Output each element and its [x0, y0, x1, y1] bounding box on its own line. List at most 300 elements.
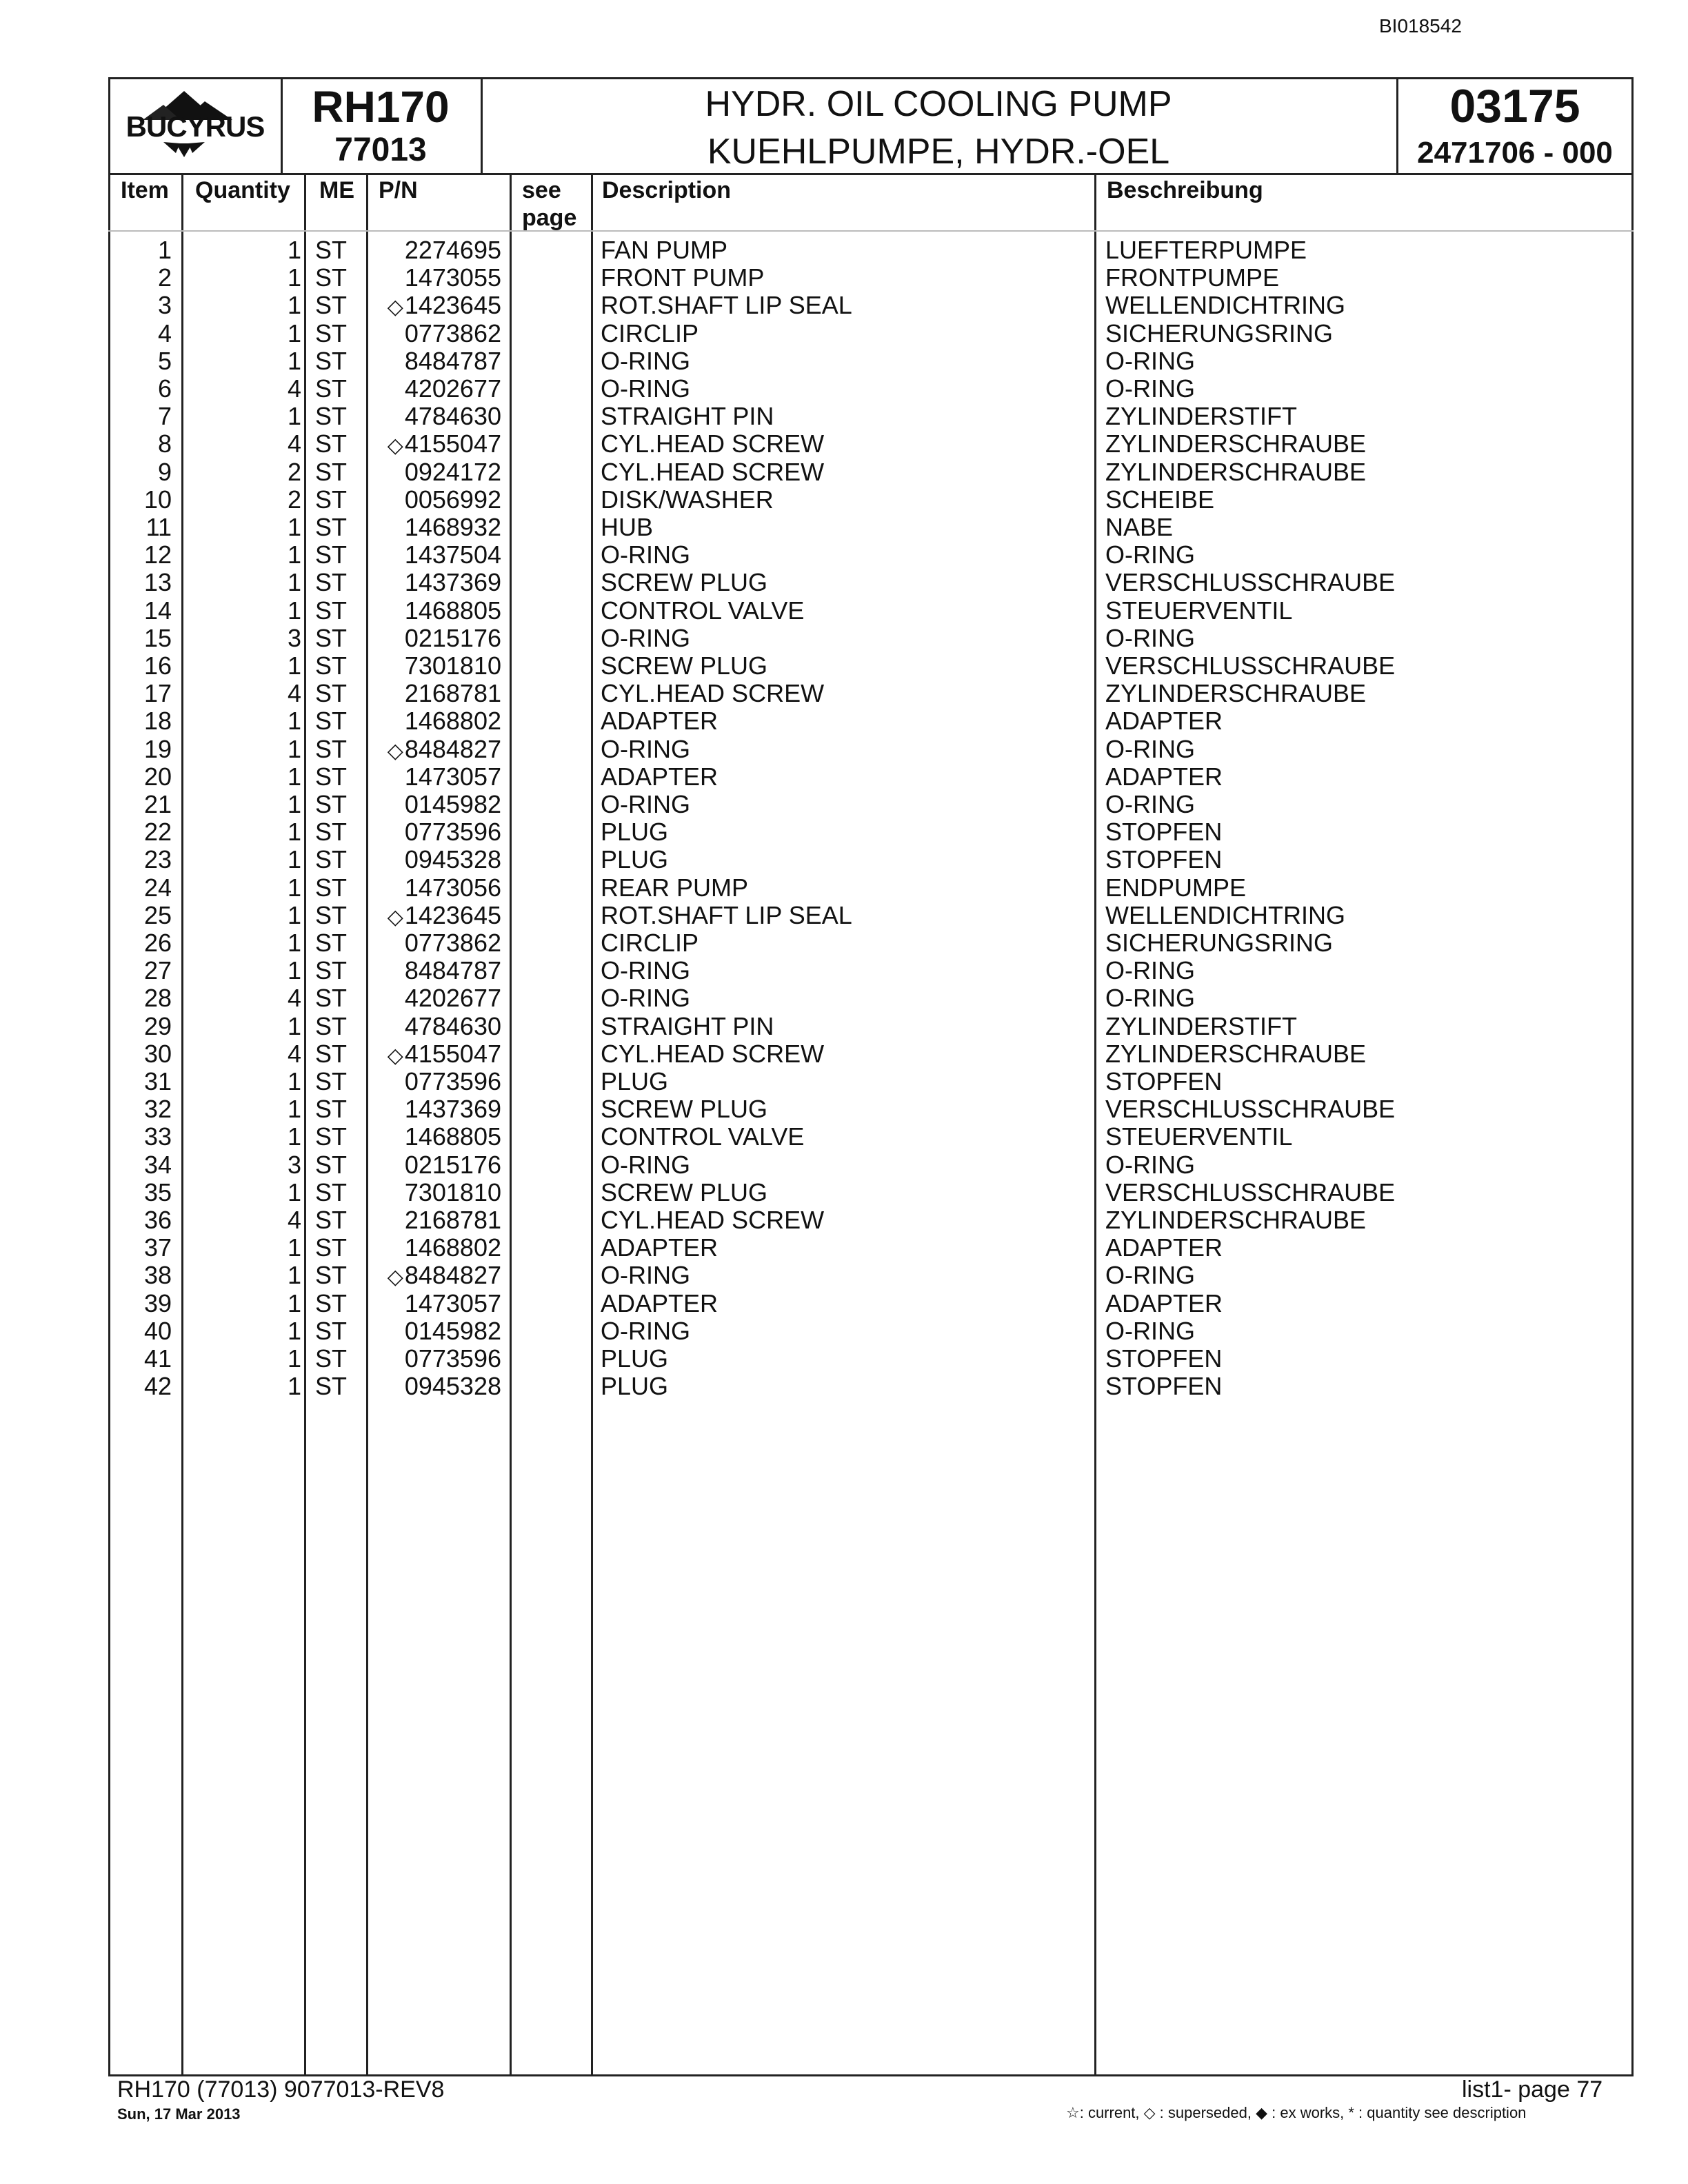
unit-cell: ST	[315, 540, 348, 569]
unit-cell: ST	[315, 1177, 348, 1206]
unit-cell: ST	[315, 318, 348, 347]
table-row	[108, 403, 1634, 430]
unit-cell: ST	[315, 568, 348, 597]
part-number-cell	[370, 1345, 501, 1373]
item-cell: 8	[157, 429, 172, 458]
beschreibung-cell: STOPFEN	[1105, 1067, 1223, 1095]
beschreibung-cell: O-RING	[1105, 790, 1195, 818]
part-number: 1468802	[404, 1233, 501, 1262]
superseded-icon: ◇	[387, 1266, 403, 1289]
part-number-cell	[370, 264, 501, 292]
part-number-cell	[370, 375, 501, 403]
beschreibung-cell: VERSCHLUSSCHRAUBE	[1105, 651, 1396, 680]
description-cell: ROT.SHAFT LIP SEAL	[601, 291, 852, 320]
unit-cell: ST	[315, 346, 348, 375]
description-cell: O-RING	[601, 1316, 690, 1345]
description-cell: O-RING	[601, 984, 690, 1013]
table-row	[108, 902, 1634, 929]
description-cell: O-RING	[601, 1150, 690, 1179]
part-number-cell	[370, 652, 501, 680]
unit-cell: ST	[315, 236, 348, 264]
unit-cell: ST	[315, 485, 348, 514]
part-number: 1423645	[404, 900, 501, 929]
beschreibung-cell: O-RING	[1105, 1316, 1195, 1345]
description-cell: O-RING	[601, 734, 690, 763]
unit-cell: ST	[315, 845, 348, 874]
description-cell: CYL.HEAD SCREW	[601, 429, 825, 458]
part-number-cell	[370, 1262, 501, 1291]
quantity-cell: 1	[287, 1372, 301, 1401]
quantity-cell: 4	[287, 1039, 301, 1068]
quantity-cell: 1	[287, 596, 301, 625]
quantity-cell: 1	[287, 900, 301, 929]
unit-cell: ST	[315, 651, 348, 680]
part-number: 1437369	[404, 568, 501, 597]
quantity-cell: 1	[287, 845, 301, 874]
beschreibung-cell: ADAPTER	[1105, 762, 1223, 791]
part-number-cell	[370, 1068, 501, 1095]
description-cell: O-RING	[601, 1261, 690, 1290]
part-number-cell	[370, 791, 501, 818]
beschreibung-cell: SICHERUNGSRING	[1105, 318, 1334, 347]
quantity-cell: 2	[287, 457, 301, 486]
part-number: 1473057	[404, 1288, 501, 1317]
part-number: 1437504	[404, 540, 501, 569]
unit-cell: ST	[315, 1067, 348, 1095]
beschreibung-cell: ZYLINDERSCHRAUBE	[1105, 429, 1367, 458]
item-cell: 25	[143, 900, 172, 929]
description-cell: O-RING	[601, 956, 690, 985]
beschreibung-cell: ZYLINDERSCHRAUBE	[1105, 679, 1367, 708]
beschreibung-cell: ZYLINDERSTIFT	[1105, 402, 1298, 431]
col-quantity: Quantity	[195, 177, 290, 203]
part-number-cell	[370, 347, 501, 375]
table-row	[108, 1013, 1634, 1040]
unit-cell: ST	[315, 818, 348, 847]
unit-cell: ST	[315, 1316, 348, 1345]
description-cell: PLUG	[601, 1372, 669, 1401]
item-cell: 14	[143, 596, 172, 625]
part-number: 1468802	[404, 707, 501, 736]
part-number: 0056992	[404, 485, 501, 514]
unit-cell: ST	[315, 956, 348, 985]
part-number: 4155047	[404, 1039, 501, 1068]
description-cell: CYL.HEAD SCREW	[601, 457, 825, 486]
part-number: 1473057	[404, 762, 501, 791]
table-row	[108, 846, 1634, 873]
unit-cell: ST	[315, 984, 348, 1013]
part-number-cell	[370, 984, 501, 1012]
part-number-cell	[370, 1290, 501, 1317]
beschreibung-cell: ADAPTER	[1105, 1233, 1223, 1262]
quantity-cell: 4	[287, 679, 301, 708]
part-number-cell	[370, 320, 501, 347]
col-see: see	[522, 177, 561, 203]
quantity-cell: 1	[287, 1261, 301, 1290]
description-cell: CYL.HEAD SCREW	[601, 1039, 825, 1068]
quantity-cell: 1	[287, 346, 301, 375]
item-cell: 27	[143, 956, 172, 985]
item-cell: 39	[143, 1288, 172, 1317]
beschreibung-cell: STOPFEN	[1105, 1372, 1223, 1401]
beschreibung-cell: STEUERVENTIL	[1105, 596, 1293, 625]
part-number-cell	[370, 1040, 501, 1070]
unit-cell: ST	[315, 762, 348, 791]
description-cell: CIRCLIP	[601, 318, 699, 347]
item-cell: 40	[143, 1316, 172, 1345]
quantity-cell: 1	[287, 318, 301, 347]
beschreibung-cell: ZYLINDERSCHRAUBE	[1105, 1206, 1367, 1234]
part-number: 1437369	[404, 1095, 501, 1124]
unit-cell: ST	[315, 374, 348, 403]
part-number: 1473055	[404, 263, 501, 292]
table-row	[108, 1317, 1634, 1345]
part-number-cell	[370, 846, 501, 873]
unit-cell: ST	[315, 1122, 348, 1151]
quantity-cell: 1	[287, 1233, 301, 1262]
description-cell: SCREW PLUG	[601, 651, 768, 680]
part-number-cell	[370, 818, 501, 846]
unit-cell: ST	[315, 263, 348, 292]
table-row	[108, 957, 1634, 984]
description-cell: CONTROL VALVE	[601, 1122, 805, 1151]
part-number: 0924172	[404, 457, 501, 486]
part-number-cell	[370, 569, 501, 596]
unit-cell: ST	[315, 1011, 348, 1040]
table-row	[108, 1151, 1634, 1179]
quantity-cell: 1	[287, 734, 301, 763]
beschreibung-cell: ZYLINDERSTIFT	[1105, 1011, 1298, 1040]
description-cell: FAN PUMP	[601, 236, 728, 264]
description-cell: O-RING	[601, 790, 690, 818]
part-number: 4784630	[404, 402, 501, 431]
quantity-cell: 1	[287, 929, 301, 957]
table-row	[108, 1206, 1634, 1234]
unit-cell: ST	[315, 291, 348, 320]
quantity-cell: 1	[287, 540, 301, 569]
document-id: BI018542	[1379, 15, 1462, 37]
part-number: 8484827	[404, 1261, 501, 1290]
quantity-cell: 1	[287, 1177, 301, 1206]
table-row	[108, 514, 1634, 541]
beschreibung-cell: ADAPTER	[1105, 707, 1223, 736]
description-cell: PLUG	[601, 1344, 669, 1373]
part-number: 8484787	[404, 346, 501, 375]
description-cell: PLUG	[601, 845, 669, 874]
beschreibung-cell: LUEFTERPUMPE	[1105, 236, 1307, 264]
col-beschreibung: Beschreibung	[1107, 177, 1263, 203]
table-row	[108, 984, 1634, 1012]
quantity-cell: 3	[287, 1150, 301, 1179]
part-number: 2168781	[404, 679, 501, 708]
table-row	[108, 1123, 1634, 1151]
table-row	[108, 486, 1634, 514]
table-row	[108, 541, 1634, 569]
description-cell: STRAIGHT PIN	[601, 1011, 774, 1040]
beschreibung-cell: STOPFEN	[1105, 818, 1223, 847]
unit-cell: ST	[315, 1261, 348, 1290]
table-row	[108, 680, 1634, 707]
part-number: 0945328	[404, 845, 501, 874]
company-logo	[108, 77, 281, 173]
description-cell: DISK/WASHER	[601, 485, 774, 514]
item-cell: 13	[143, 568, 172, 597]
part-number: 4784630	[404, 1011, 501, 1040]
item-cell: 30	[143, 1039, 172, 1068]
beschreibung-cell: ENDPUMPE	[1105, 873, 1247, 902]
beschreibung-cell: NABE	[1105, 513, 1174, 541]
col-description: Description	[602, 177, 732, 203]
beschreibung-cell: FRONTPUMPE	[1105, 263, 1279, 292]
table-row	[108, 292, 1634, 319]
table-row	[108, 1234, 1634, 1262]
part-number-cell	[370, 1373, 501, 1400]
beschreibung-cell: O-RING	[1105, 984, 1195, 1013]
part-number-cell	[370, 430, 501, 460]
superseded-icon: ◇	[387, 905, 403, 929]
part-number: 4202677	[404, 984, 501, 1013]
item-cell: 37	[143, 1233, 172, 1262]
footer-date: Sun, 17 Mar 2013	[117, 2105, 241, 2123]
quantity-cell: 2	[287, 485, 301, 514]
beschreibung-cell: WELLENDICHTRING	[1105, 291, 1346, 320]
description-cell: O-RING	[601, 623, 690, 652]
part-number: 1468805	[404, 596, 501, 625]
superseded-icon: ◇	[387, 739, 403, 762]
unit-cell: ST	[315, 734, 348, 763]
description-cell: CIRCLIP	[601, 929, 699, 957]
quantity-cell: 1	[287, 1122, 301, 1151]
part-number: 0773862	[404, 929, 501, 957]
item-cell: 4	[157, 318, 172, 347]
quantity-cell: 4	[287, 984, 301, 1013]
superseded-icon: ◇	[387, 1044, 403, 1067]
beschreibung-cell: SICHERUNGSRING	[1105, 929, 1334, 957]
unit-cell: ST	[315, 1206, 348, 1234]
quantity-cell: 1	[287, 1288, 301, 1317]
description-cell: REAR PUMP	[601, 873, 749, 902]
quantity-cell: 1	[287, 790, 301, 818]
item-cell: 35	[143, 1177, 172, 1206]
unit-cell: ST	[315, 596, 348, 625]
quantity-cell: 4	[287, 429, 301, 458]
item-cell: 24	[143, 873, 172, 902]
part-number-cell	[370, 1123, 501, 1151]
table-row	[108, 430, 1634, 458]
item-cell: 3	[157, 291, 172, 320]
unit-cell: ST	[315, 707, 348, 736]
table-row	[108, 1290, 1634, 1317]
item-cell: 18	[143, 707, 172, 736]
part-number: 0945328	[404, 1372, 501, 1401]
beschreibung-cell: STOPFEN	[1105, 845, 1223, 874]
beschreibung-cell: STOPFEN	[1105, 1344, 1223, 1373]
table-row	[108, 874, 1634, 902]
item-cell: 5	[157, 346, 172, 375]
part-number: 1473056	[404, 873, 501, 902]
item-cell: 31	[143, 1067, 172, 1095]
beschreibung-cell: O-RING	[1105, 734, 1195, 763]
item-cell: 33	[143, 1122, 172, 1151]
part-number: 0773596	[404, 818, 501, 847]
superseded-icon: ◇	[387, 296, 403, 319]
table-row	[108, 347, 1634, 375]
part-number-cell	[370, 680, 501, 707]
unit-cell: ST	[315, 623, 348, 652]
beschreibung-cell: ZYLINDERSCHRAUBE	[1105, 1039, 1367, 1068]
quantity-cell: 1	[287, 1011, 301, 1040]
part-number: 1468805	[404, 1122, 501, 1151]
quantity-cell: 1	[287, 818, 301, 847]
item-cell: 38	[143, 1261, 172, 1290]
title-german: KUEHLPUMPE, HYDR.-OEL	[707, 132, 1170, 172]
unit-cell: ST	[315, 1344, 348, 1373]
description-cell: ADAPTER	[601, 1288, 719, 1317]
header-block	[108, 77, 1634, 175]
part-number: 0215176	[404, 1150, 501, 1179]
beschreibung-cell: ZYLINDERSCHRAUBE	[1105, 457, 1367, 486]
item-cell: 11	[145, 513, 172, 541]
part-number-cell	[370, 236, 501, 264]
quantity-cell: 1	[287, 568, 301, 597]
item-cell: 1	[157, 236, 172, 264]
part-number-cell	[370, 957, 501, 984]
table-row	[108, 929, 1634, 957]
item-cell: 32	[143, 1095, 172, 1124]
item-cell: 26	[143, 929, 172, 957]
beschreibung-cell: VERSCHLUSSCHRAUBE	[1105, 1095, 1396, 1124]
col-pn: P/N	[379, 177, 418, 203]
part-number: 7301810	[404, 1177, 501, 1206]
part-number: 0773596	[404, 1344, 501, 1373]
quantity-cell: 1	[287, 291, 301, 320]
description-cell: CYL.HEAD SCREW	[601, 1206, 825, 1234]
description-cell: HUB	[601, 513, 654, 541]
table-row	[108, 569, 1634, 596]
quantity-cell: 4	[287, 1206, 301, 1234]
item-cell: 28	[143, 984, 172, 1013]
part-number-cell	[370, 597, 501, 625]
beschreibung-cell: O-RING	[1105, 540, 1195, 569]
part-number-cell	[370, 403, 501, 430]
unit-cell: ST	[315, 1095, 348, 1124]
part-number: 8484787	[404, 956, 501, 985]
quantity-cell: 1	[287, 956, 301, 985]
beschreibung-cell: O-RING	[1105, 1150, 1195, 1179]
beschreibung-cell: STEUERVENTIL	[1105, 1122, 1293, 1151]
header-divider	[108, 230, 1634, 232]
footer-reference: RH170 (77013) 9077013-REV8	[117, 2076, 445, 2103]
item-cell: 22	[143, 818, 172, 847]
part-number-cell	[370, 1095, 501, 1123]
part-number-cell	[370, 458, 501, 486]
quantity-cell: 1	[287, 236, 301, 264]
part-number-cell	[370, 902, 501, 931]
unit-cell: ST	[315, 1150, 348, 1179]
unit-cell: ST	[315, 1039, 348, 1068]
table-row	[108, 736, 1634, 763]
table-row	[108, 652, 1634, 680]
symbol-legend: ☆: current, ◇ : superseded, ◆ : ex works, * : quantity see description	[1066, 2104, 1527, 2121]
beschreibung-cell: SCHEIBE	[1105, 485, 1215, 514]
part-number-cell	[370, 1179, 501, 1206]
table-row	[108, 1373, 1634, 1400]
group-block	[1396, 77, 1634, 173]
item-cell: 19	[143, 734, 172, 763]
table-row	[108, 1040, 1634, 1068]
item-cell: 16	[143, 651, 172, 680]
table-row	[108, 707, 1634, 735]
unit-cell: ST	[315, 1233, 348, 1262]
description-cell: ROT.SHAFT LIP SEAL	[601, 900, 852, 929]
part-number-cell	[370, 929, 501, 957]
unit-cell: ST	[315, 513, 348, 541]
title-block	[481, 77, 1396, 173]
unit-cell: ST	[315, 900, 348, 929]
item-cell: 42	[143, 1372, 172, 1401]
item-cell: 36	[143, 1206, 172, 1234]
part-number: 0215176	[404, 623, 501, 652]
quantity-cell: 1	[287, 707, 301, 736]
unit-cell: ST	[315, 429, 348, 458]
superseded-icon: ◇	[387, 434, 403, 458]
item-cell: 12	[143, 540, 172, 569]
part-number: 4155047	[404, 429, 501, 458]
table-row	[108, 1068, 1634, 1095]
item-cell: 10	[143, 485, 172, 514]
part-number-cell	[370, 514, 501, 541]
unit-cell: ST	[315, 1372, 348, 1401]
description-cell: O-RING	[601, 346, 690, 375]
table-row	[108, 1345, 1634, 1373]
unit-cell: ST	[315, 1288, 348, 1317]
part-number: 2274695	[404, 236, 501, 264]
item-cell: 7	[157, 402, 172, 431]
title-english: HYDR. OIL COOLING PUMP	[705, 84, 1172, 124]
part-number: 2168781	[404, 1206, 501, 1234]
quantity-cell: 1	[287, 402, 301, 431]
description-cell: ADAPTER	[601, 762, 719, 791]
quantity-cell: 1	[287, 873, 301, 902]
description-cell: SCREW PLUG	[601, 1095, 768, 1124]
part-number: 0145982	[404, 1316, 501, 1345]
table-row	[108, 597, 1634, 625]
model-block	[281, 77, 481, 173]
unit-cell: ST	[315, 790, 348, 818]
beschreibung-cell: O-RING	[1105, 1261, 1195, 1290]
item-cell: 9	[157, 457, 172, 486]
description-cell: PLUG	[601, 1067, 669, 1095]
part-number-cell	[370, 625, 501, 652]
logo-text: BUCYRUS	[125, 110, 265, 143]
table-row	[108, 763, 1634, 791]
beschreibung-cell: VERSCHLUSSCHRAUBE	[1105, 568, 1396, 597]
footer-page: list1- page 77	[1462, 2076, 1603, 2103]
quantity-cell: 4	[287, 374, 301, 403]
part-number-cell	[370, 541, 501, 569]
quantity-cell: 1	[287, 651, 301, 680]
part-number: 7301810	[404, 651, 501, 680]
group-subnumber: 2471706 - 000	[1417, 136, 1613, 170]
item-cell: 34	[143, 1150, 172, 1179]
quantity-cell: 1	[287, 263, 301, 292]
description-cell: O-RING	[601, 374, 690, 403]
part-number-cell	[370, 1234, 501, 1262]
group-number: 03175	[1449, 80, 1580, 132]
part-number: 1468932	[404, 513, 501, 541]
part-number: 0773862	[404, 318, 501, 347]
part-number-cell	[370, 736, 501, 765]
